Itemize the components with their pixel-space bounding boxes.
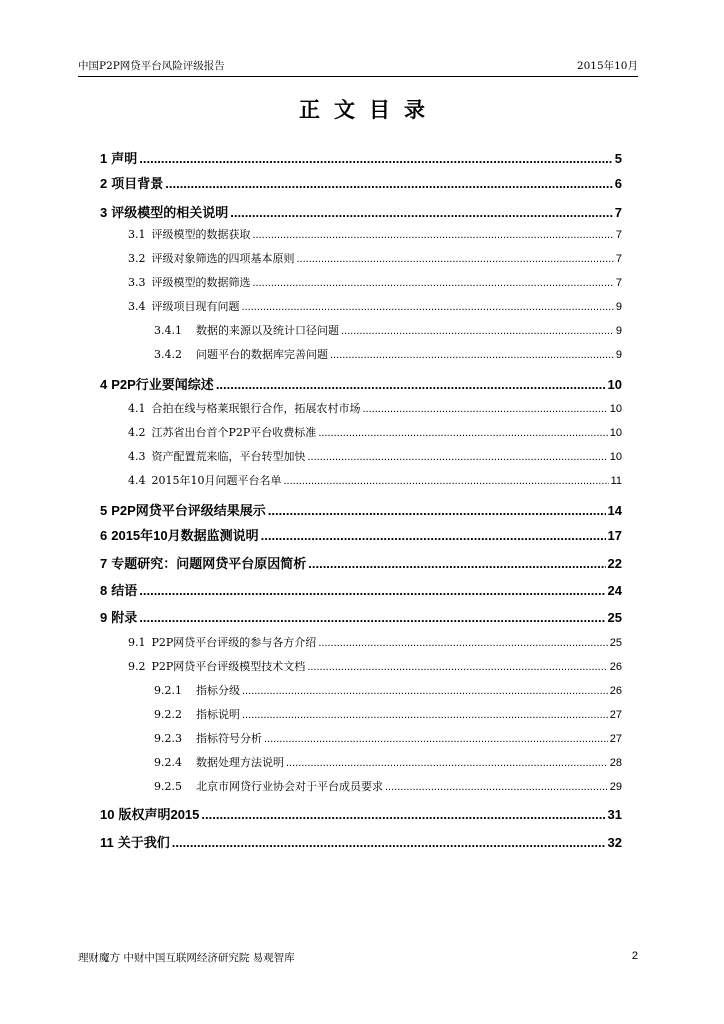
toc-entry[interactable] xyxy=(100,553,622,572)
toc-entry-page: 26 xyxy=(609,685,622,697)
toc-entry-number: 3.4.1 xyxy=(154,324,182,337)
toc-entry-title: P2P网贷平台评级结果展示 xyxy=(111,503,266,518)
toc-dot-leader xyxy=(264,732,608,745)
toc-entry-title: 评级模型的相关说明 xyxy=(111,205,229,220)
toc-entry-title: 评级对象筛选的四项基本原则 xyxy=(151,252,295,265)
toc-dot-leader xyxy=(139,151,613,166)
toc-entry[interactable] xyxy=(100,322,622,338)
toc-entry-number: 8 xyxy=(100,583,108,598)
toc-dot-leader xyxy=(330,348,614,361)
toc-dot-leader xyxy=(242,708,608,721)
toc-entry-number: 9.2 xyxy=(128,660,146,673)
toc-dot-leader xyxy=(165,176,613,191)
toc-entry-title: P2P网贷平台评级模型技术文档 xyxy=(151,660,306,673)
toc-entry-title: 专题研究：问题网贷平台原因简析 xyxy=(111,556,307,571)
toc-dot-leader xyxy=(139,583,605,598)
toc-entry-number: 4.2 xyxy=(128,426,146,439)
toc-entry-title: P2P行业要闻综述 xyxy=(111,377,214,392)
toc-dot-leader xyxy=(253,228,614,241)
toc-entry[interactable] xyxy=(100,706,622,722)
toc-entry-number: 11 xyxy=(100,835,114,850)
toc-entry[interactable] xyxy=(100,804,622,823)
toc-entry-page: 9 xyxy=(615,301,622,313)
toc-entry-page: 7 xyxy=(614,205,622,220)
toc-entry-title: 数据处理方法说明 xyxy=(196,756,284,769)
toc-entry-page: 10 xyxy=(609,403,622,415)
toc-entry-page: 9 xyxy=(615,349,622,361)
toc-entry-number: 4.1 xyxy=(128,402,146,415)
toc-entry-page: 10 xyxy=(609,427,622,439)
toc-entry-number: 9.1 xyxy=(128,636,146,649)
toc-entry-number: 4.3 xyxy=(128,450,146,463)
toc-entry-number: 2 xyxy=(100,176,108,191)
toc-entry-title: 声明 xyxy=(111,151,138,166)
toc-entry[interactable] xyxy=(100,374,622,393)
toc-dot-leader xyxy=(261,528,606,543)
toc-entry-title: 2015年10月问题平台名单 xyxy=(151,474,282,487)
toc-entry-page: 25 xyxy=(609,637,622,649)
toc-entry-page: 24 xyxy=(607,583,622,598)
toc-entry-page: 27 xyxy=(609,733,622,745)
toc-entry-page: 17 xyxy=(607,528,622,543)
page-header xyxy=(78,57,638,77)
toc-dot-leader xyxy=(318,426,607,439)
toc-entry-title: 版权声明2015 xyxy=(118,807,200,822)
toc-entry[interactable] xyxy=(100,832,622,851)
toc-dot-leader xyxy=(341,324,614,337)
toc-entry[interactable] xyxy=(100,226,622,242)
toc-entry[interactable] xyxy=(100,634,622,650)
toc-entry-page: 29 xyxy=(609,781,622,793)
toc-entry[interactable] xyxy=(100,500,622,519)
toc-entry[interactable] xyxy=(100,682,622,698)
toc-entry-title: 资产配置荒来临，平台转型加快 xyxy=(151,450,306,463)
toc-entry[interactable] xyxy=(100,424,622,440)
toc-entry-number: 9.2.4 xyxy=(154,756,182,769)
toc-dot-leader xyxy=(139,610,605,625)
toc-entry-page: 11 xyxy=(610,475,622,487)
toc-entry-page: 22 xyxy=(607,556,622,571)
toc-entry-title: 数据的来源以及统计口径问题 xyxy=(196,324,339,337)
toc-dot-leader xyxy=(297,252,614,265)
toc-entry-page: 10 xyxy=(609,451,622,463)
toc-entry[interactable] xyxy=(100,525,622,544)
toc-entry-page: 7 xyxy=(615,229,622,241)
toc-entry-number: 9 xyxy=(100,610,108,625)
toc-entry-number: 9.2.1 xyxy=(154,684,182,697)
toc-entry-title: 结语 xyxy=(111,583,138,598)
toc-entry[interactable] xyxy=(100,173,622,192)
toc-dot-leader xyxy=(242,684,608,697)
toc-entry[interactable] xyxy=(100,400,622,416)
toc-entry-number: 3.3 xyxy=(128,276,146,289)
toc-entry-page: 9 xyxy=(615,325,622,337)
toc-entry-title: 北京市网贷行业协会对于平台成员要求 xyxy=(196,780,383,793)
toc-entry[interactable] xyxy=(100,754,622,770)
toc-entry-number: 9.2.2 xyxy=(154,708,182,721)
toc-entry[interactable] xyxy=(100,202,622,221)
toc-entry[interactable] xyxy=(100,148,622,167)
toc-entry-title: 指标分级 xyxy=(196,684,240,697)
toc-entry-number: 10 xyxy=(100,807,115,822)
toc-entry-title: 评级模型的数据筛选 xyxy=(151,276,251,289)
toc-entry[interactable] xyxy=(100,298,622,314)
toc-entry-number: 1 xyxy=(100,151,108,166)
toc-dot-leader xyxy=(307,660,607,673)
toc-dot-leader xyxy=(308,450,608,463)
toc-entry-title: 指标符号分析 xyxy=(196,732,262,745)
toc-title: 正文目录 xyxy=(299,97,439,122)
toc-entry-page: 26 xyxy=(609,661,622,673)
toc-entry-number: 3.2 xyxy=(128,252,146,265)
toc-entry-title: 项目背景 xyxy=(111,176,164,191)
toc-entry-title: P2P网贷平台评级的参与各方介绍 xyxy=(151,636,317,649)
toc-dot-leader xyxy=(172,835,606,850)
toc-entry-number: 7 xyxy=(100,556,108,571)
toc-dot-leader xyxy=(242,300,614,313)
toc-entry-page: 7 xyxy=(615,277,622,289)
toc-entry-page: 28 xyxy=(609,757,622,769)
toc-dot-leader xyxy=(284,474,609,487)
toc-entry-number: 3.1 xyxy=(128,228,146,241)
toc-entry-page: 6 xyxy=(614,176,622,191)
toc-entry-number: 3.4.2 xyxy=(154,348,182,361)
toc-entry-number: 9.2.3 xyxy=(154,732,182,745)
toc-entry-number: 6 xyxy=(100,528,108,543)
toc-entry-page: 25 xyxy=(607,610,622,625)
toc-entry-page: 32 xyxy=(607,835,622,850)
header-report-title: 中国P2P网贷平台风险评级报告 xyxy=(78,60,225,72)
footer-publishers: 理财魔方 中财中国互联网经济研究院 易观智库 xyxy=(78,952,295,964)
toc-dot-leader xyxy=(318,636,607,649)
toc-entry[interactable] xyxy=(100,472,622,488)
toc-dot-leader xyxy=(308,556,605,571)
toc-dot-leader xyxy=(201,807,605,822)
toc-entry-title: 附录 xyxy=(111,610,138,625)
toc-entry-page: 5 xyxy=(614,151,622,166)
toc-entry-number: 5 xyxy=(100,503,108,518)
page-number: 2 xyxy=(631,950,638,962)
toc-entry-page: 27 xyxy=(609,709,622,721)
toc-entry[interactable] xyxy=(100,580,622,599)
toc-entry[interactable] xyxy=(100,448,622,464)
toc-entry-page: 14 xyxy=(607,503,622,518)
toc-entry[interactable] xyxy=(100,658,622,674)
toc-entry-title: 江苏省出台首个P2P平台收费标准 xyxy=(151,426,317,439)
toc-entry-number: 4 xyxy=(100,377,108,392)
toc-entry-page: 10 xyxy=(607,377,622,392)
toc-entry-page: 31 xyxy=(607,807,622,822)
toc-dot-leader xyxy=(385,780,608,793)
toc-dot-leader xyxy=(216,377,606,392)
toc-entry-title: 关于我们 xyxy=(117,835,170,850)
toc-entry-title: 合拍在线与格莱珉银行合作，拓展农村市场 xyxy=(151,402,361,415)
toc-entry-title: 评级项目现有问题 xyxy=(151,300,240,313)
toc-entry-title: 问题平台的数据库完善问题 xyxy=(196,348,328,361)
toc-dot-leader xyxy=(230,205,613,220)
toc-entry-title: 2015年10月数据监测说明 xyxy=(111,528,259,543)
toc-dot-leader xyxy=(268,503,606,518)
toc-entry[interactable] xyxy=(100,778,622,794)
page-footer xyxy=(78,950,638,965)
toc-entry-number: 3.4 xyxy=(128,300,146,313)
toc-entry-number: 4.4 xyxy=(128,474,146,487)
toc-entry[interactable] xyxy=(100,346,622,362)
toc-dot-leader xyxy=(286,756,608,769)
toc-entry[interactable] xyxy=(100,250,622,266)
toc-dot-leader xyxy=(253,276,614,289)
toc-entry[interactable] xyxy=(100,274,622,290)
toc-entry-number: 3 xyxy=(100,205,108,220)
header-date: 2015年10月 xyxy=(576,60,638,72)
toc-entry[interactable] xyxy=(100,730,622,746)
toc-entry-title: 评级模型的数据获取 xyxy=(151,228,251,241)
toc-entry-title: 指标说明 xyxy=(196,708,240,721)
toc-dot-leader xyxy=(363,402,608,415)
toc-entry-page: 7 xyxy=(615,253,622,265)
toc-entry[interactable] xyxy=(100,607,622,626)
toc-entry-number: 9.2.5 xyxy=(154,780,182,793)
